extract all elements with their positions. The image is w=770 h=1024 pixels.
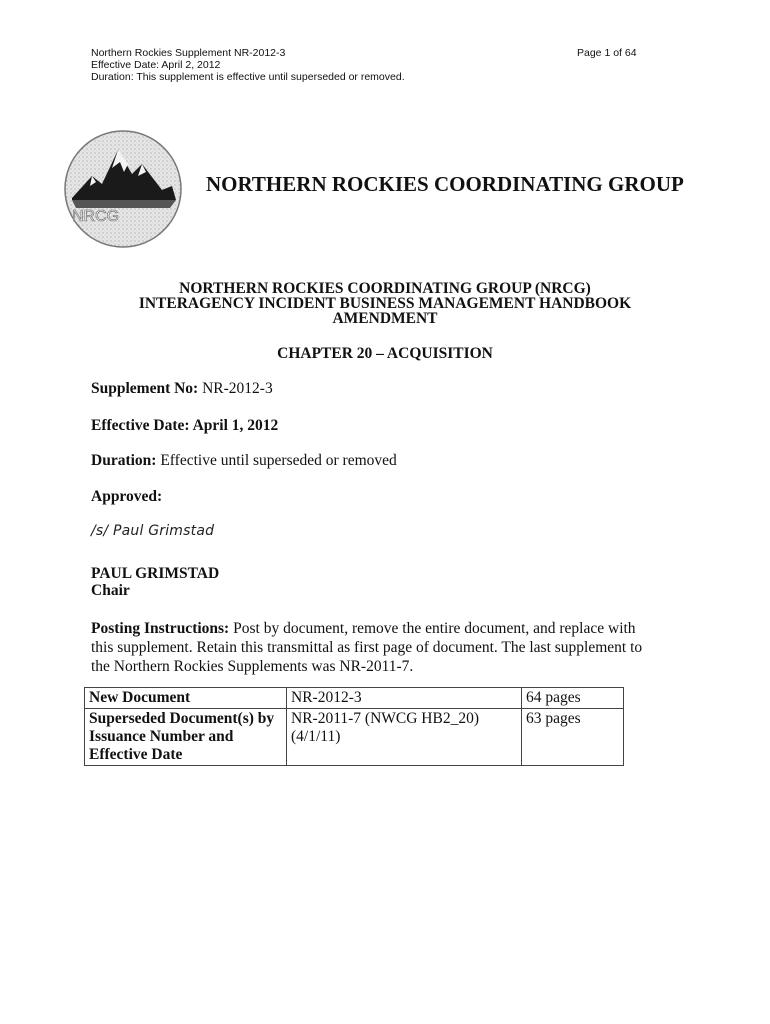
chapter-heading: CHAPTER 20 – ACQUISITION [277,345,493,362]
effective-date-label: Effective Date: [91,417,190,434]
page-title: NORTHERN ROCKIES COORDINATING GROUP [206,172,684,196]
subtitle-line-1: NORTHERN ROCKIES COORDINATING GROUP (NRCG) [179,280,591,297]
effective-date-line [91,416,278,435]
signer-name: PAUL GRIMSTAD [91,565,220,582]
nrcg-logo [62,128,184,250]
table-cell-label: Superseded Document(s) by Issuance Number and Effective Date [85,709,287,766]
signature: /s/ Paul Grimstad [91,523,215,539]
duration-label: Duration: [91,452,157,469]
table-cell-document: NR-2011-7 (NWCG HB2_20) (4/1/11) [287,709,522,766]
posting-instructions [91,619,651,676]
table-row [85,688,624,709]
supplement-line [91,379,273,398]
table-cell-pages: 63 pages [522,709,624,766]
header-supplement: Northern Rockies Supplement NR-2012-3 [91,47,286,59]
document-table [84,687,624,766]
subtitle-line-2: INTERAGENCY INCIDENT BUSINESS MANAGEMENT HANDBOOK [138,295,632,312]
table-cell-pages: 64 pages [522,688,624,709]
header-effective-date: Effective Date: April 2, 2012 [91,59,221,71]
table-row [85,709,624,766]
posting-text: Post by document, remove the entire document, and replace with this supplement. Retain this transmittal as first page of document. The last supplement to the Northern Rockies Supplements was NR-2011-7. [91,620,643,675]
table-cell-document: NR-2012-3 [287,688,522,709]
approved-label: Approved: [91,488,163,505]
header-duration: Duration: This supplement is effective until superseded or removed. [91,71,405,83]
duration-value: Effective until superseded or removed [160,452,397,469]
signer-title: Chair [91,582,130,599]
posting-label: Posting Instructions: [91,620,230,637]
page-number: Page 1 of 64 [577,47,637,59]
supplement-value: NR-2012-3 [202,380,273,397]
duration-line [91,451,397,470]
table-cell-label: New Document [85,688,287,709]
subtitle-line-3: AMENDMENT [332,310,438,327]
supplement-label: Supplement No: [91,380,199,397]
effective-date-value: April 1, 2012 [192,417,279,434]
logo-text: NRCG [72,208,120,225]
